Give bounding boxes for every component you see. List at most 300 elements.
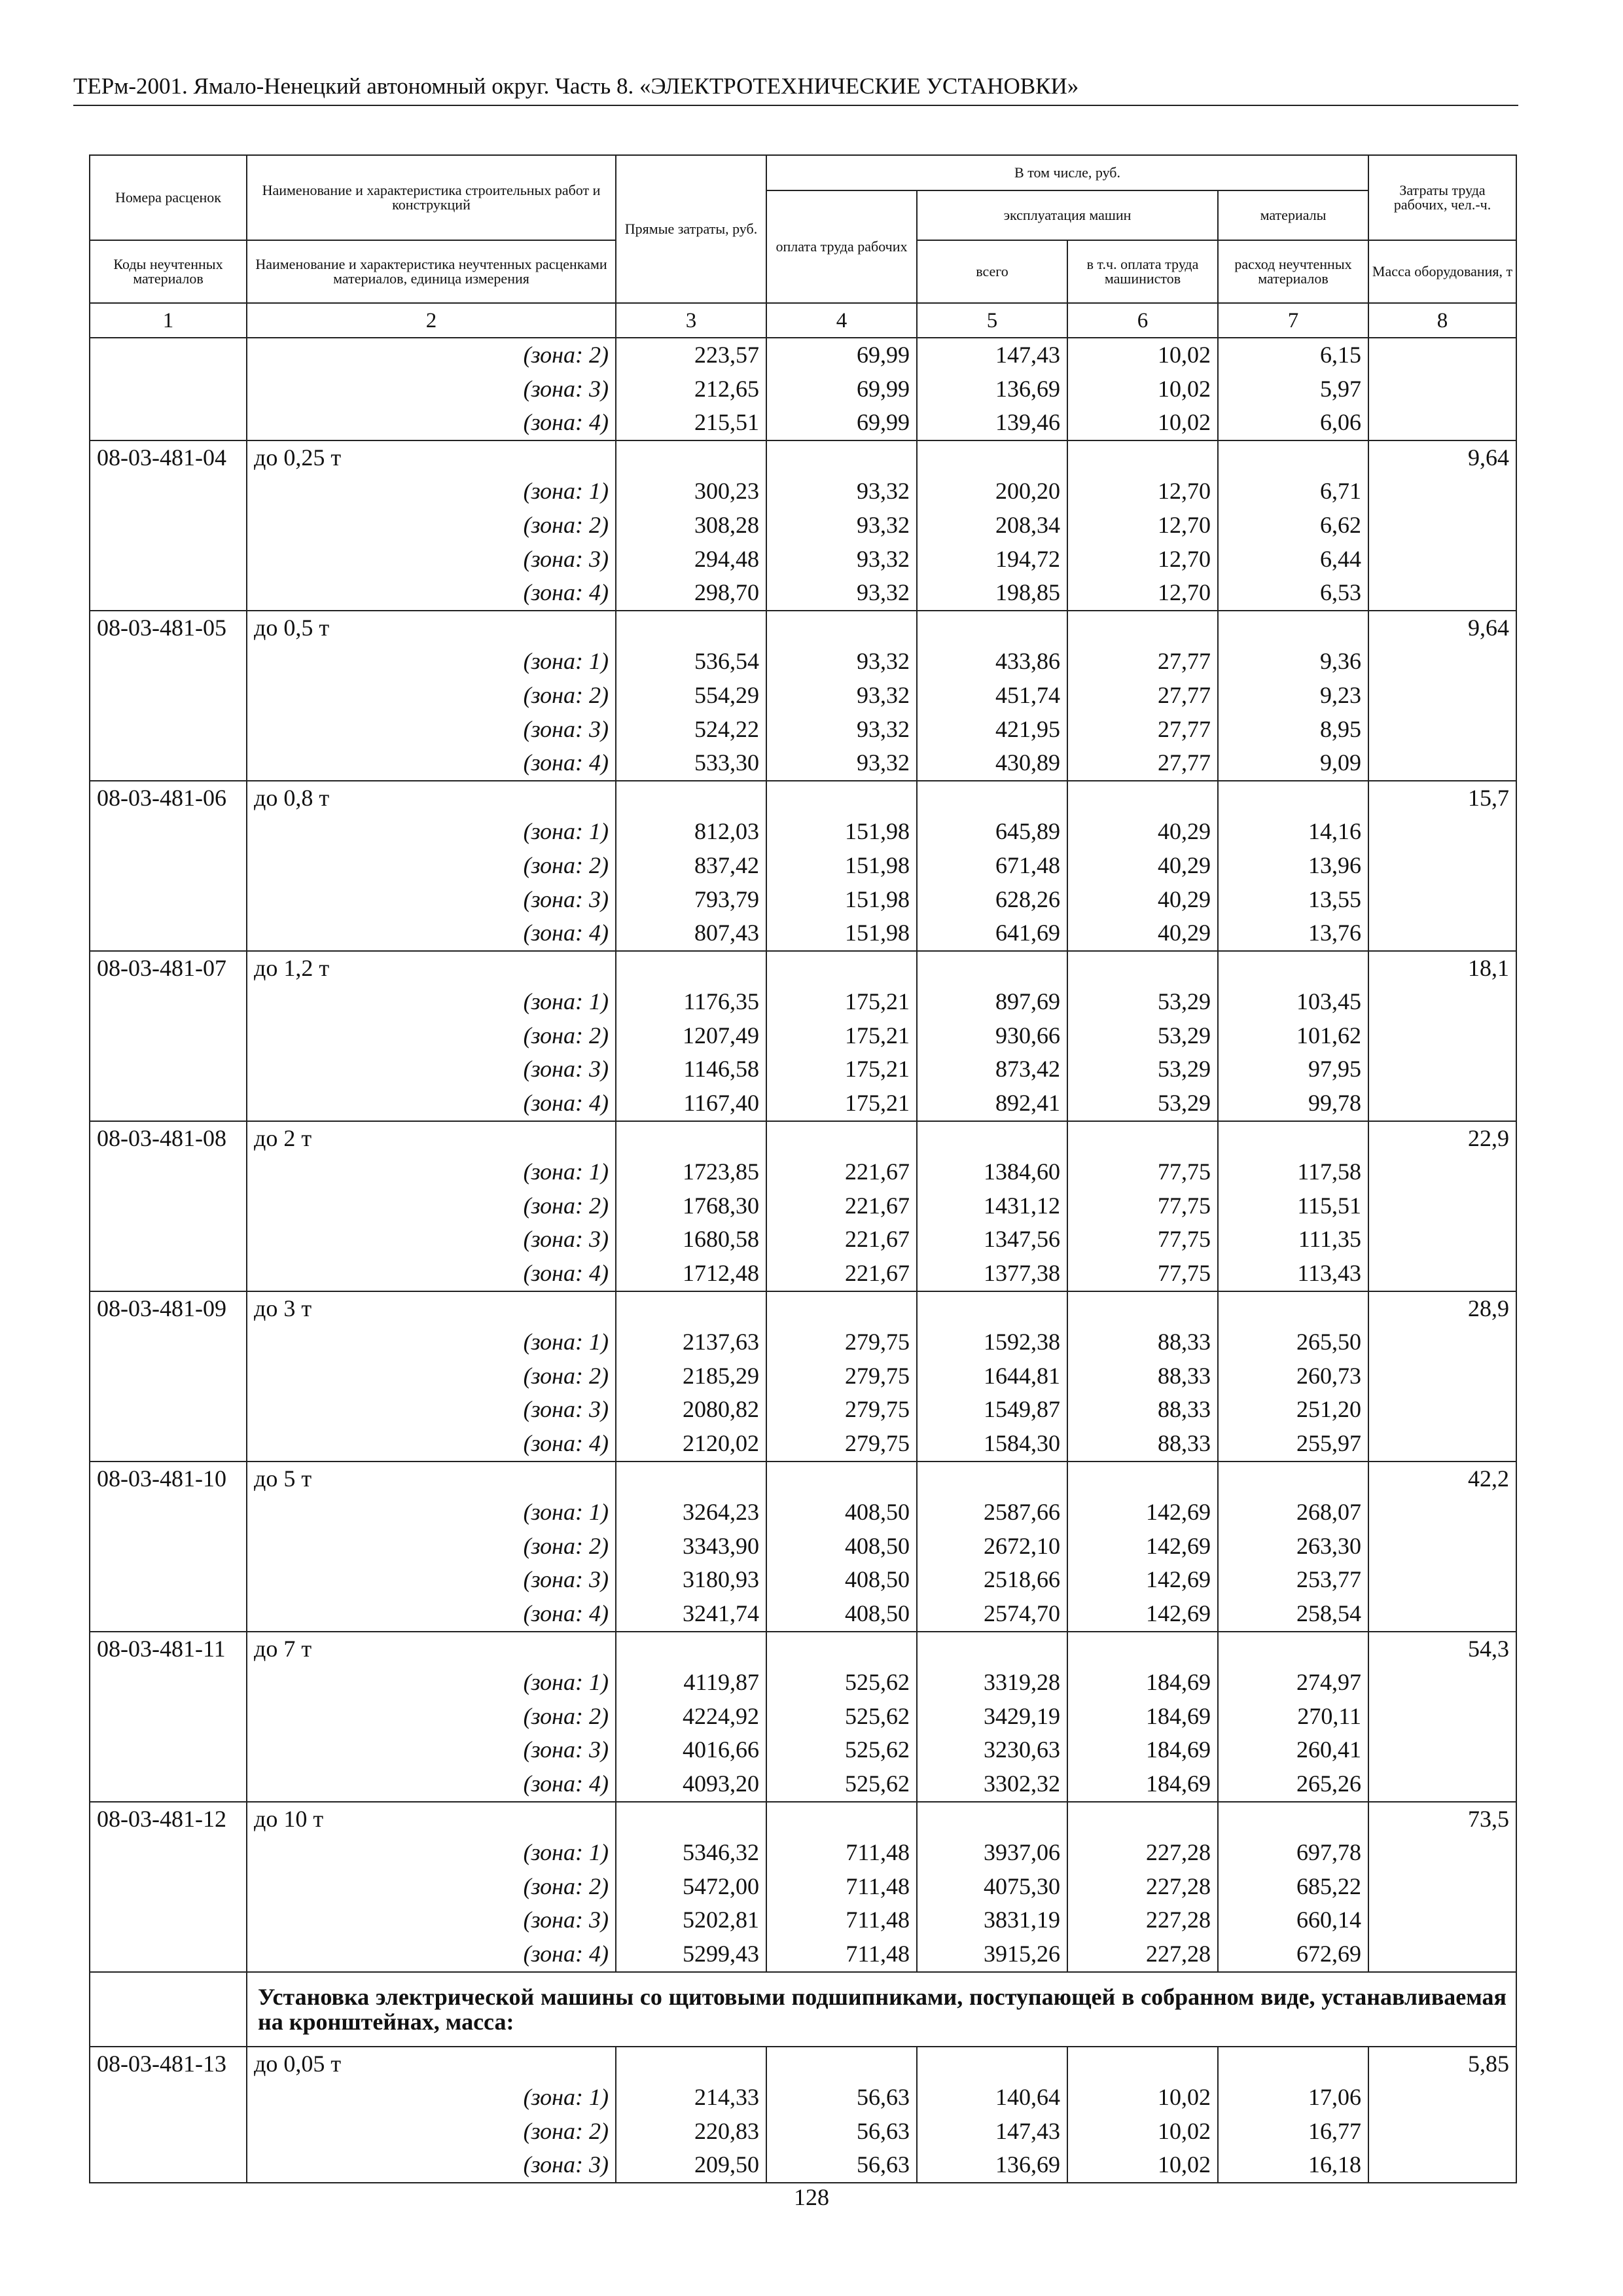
machines-total: 2518,66 <box>917 1563 1067 1597</box>
direct-costs: 1712,48 <box>616 1257 766 1291</box>
materials: 16,77 <box>1218 2115 1368 2149</box>
empty-cell <box>90 372 247 406</box>
empty-cell <box>1218 781 1368 816</box>
empty-cell <box>1368 1359 1516 1393</box>
materials: 6,71 <box>1218 475 1368 509</box>
header-equipment-mass: Масса оборудования, т <box>1368 240 1516 303</box>
zone-label: (зона: 3) <box>247 543 616 577</box>
zone-row <box>90 1903 1516 1937</box>
empty-cell <box>90 1359 247 1393</box>
direct-costs: 209,50 <box>616 2148 766 2183</box>
materials: 14,16 <box>1218 815 1368 849</box>
machinist-wages: 77,75 <box>1067 1257 1218 1291</box>
rate-code: 08-03-481-10 <box>90 1462 247 1496</box>
empty-cell <box>1368 1257 1516 1291</box>
empty-cell <box>1368 1019 1516 1053</box>
machines-total: 147,43 <box>917 2115 1067 2149</box>
machinist-wages: 142,69 <box>1067 1563 1218 1597</box>
empty-cell <box>90 985 247 1019</box>
direct-costs: 3264,23 <box>616 1496 766 1530</box>
empty-cell <box>1368 475 1516 509</box>
zone-row <box>90 1700 1516 1734</box>
zone-row <box>90 1937 1516 1972</box>
worker-wages: 151,98 <box>766 883 917 917</box>
zone-row <box>90 1325 1516 1359</box>
empty-cell <box>90 1903 247 1937</box>
machinist-wages: 40,29 <box>1067 916 1218 951</box>
machinist-wages: 40,29 <box>1067 883 1218 917</box>
zone-label: (зона: 2) <box>247 1700 616 1734</box>
empty-cell <box>90 916 247 951</box>
materials: 9,09 <box>1218 746 1368 781</box>
worker-wages: 56,63 <box>766 2115 917 2149</box>
empty-cell <box>1218 951 1368 986</box>
zone-row <box>90 372 1516 406</box>
worker-wages: 69,99 <box>766 338 917 372</box>
empty-cell <box>616 1462 766 1496</box>
empty-cell <box>1368 1427 1516 1462</box>
empty-cell <box>616 951 766 986</box>
machines-total: 451,74 <box>917 679 1067 713</box>
machinist-wages: 12,70 <box>1067 576 1218 611</box>
empty-cell <box>90 1733 247 1767</box>
empty-cell <box>1368 1496 1516 1530</box>
direct-costs: 214,33 <box>616 2081 766 2115</box>
direct-costs: 300,23 <box>616 475 766 509</box>
empty-cell <box>1368 916 1516 951</box>
direct-costs: 3343,90 <box>616 1530 766 1564</box>
zone-label: (зона: 2) <box>247 1359 616 1393</box>
column-number: 5 <box>917 303 1067 338</box>
machines-total: 3319,28 <box>917 1666 1067 1700</box>
empty-cell <box>766 1462 917 1496</box>
zone-label: (зона: 3) <box>247 1733 616 1767</box>
table-body-after-section <box>90 2047 1516 2183</box>
column-number: 8 <box>1368 303 1516 338</box>
materials: 6,06 <box>1218 406 1368 440</box>
section-row <box>90 1972 1516 2047</box>
empty-cell <box>1368 406 1516 440</box>
direct-costs: 1723,85 <box>616 1155 766 1189</box>
machines-total: 433,86 <box>917 645 1067 679</box>
machinist-wages: 53,29 <box>1067 1086 1218 1121</box>
materials: 685,22 <box>1218 1870 1368 1904</box>
machines-total: 3831,19 <box>917 1903 1067 1937</box>
machines-total: 200,20 <box>917 475 1067 509</box>
empty-cell <box>1218 2047 1368 2081</box>
materials: 8,95 <box>1218 713 1368 747</box>
rate-name: до 7 т <box>247 1632 616 1666</box>
labor-cost: 73,5 <box>1368 1802 1516 1837</box>
zone-row <box>90 985 1516 1019</box>
empty-cell <box>1368 1223 1516 1257</box>
worker-wages: 279,75 <box>766 1359 917 1393</box>
materials: 274,97 <box>1218 1666 1368 1700</box>
machines-total: 3937,06 <box>917 1836 1067 1870</box>
zone-row <box>90 406 1516 440</box>
section-empty-cell <box>90 1972 247 2047</box>
empty-cell <box>1368 1393 1516 1427</box>
worker-wages: 525,62 <box>766 1733 917 1767</box>
machines-total: 641,69 <box>917 916 1067 951</box>
empty-cell <box>1368 1767 1516 1802</box>
empty-cell <box>1368 849 1516 883</box>
direct-costs: 220,83 <box>616 2115 766 2149</box>
machines-total: 1431,12 <box>917 1189 1067 1223</box>
empty-cell <box>766 1632 917 1666</box>
materials: 111,35 <box>1218 1223 1368 1257</box>
machines-total: 2587,66 <box>917 1496 1067 1530</box>
zone-label: (зона: 3) <box>247 1052 616 1086</box>
machines-total: 1347,56 <box>917 1223 1067 1257</box>
empty-cell <box>616 1121 766 1156</box>
zone-row <box>90 645 1516 679</box>
direct-costs: 812,03 <box>616 815 766 849</box>
zone-row <box>90 1086 1516 1121</box>
materials: 97,95 <box>1218 1052 1368 1086</box>
empty-cell <box>90 1325 247 1359</box>
worker-wages: 93,32 <box>766 679 917 713</box>
zone-label: (зона: 3) <box>247 883 616 917</box>
worker-wages: 93,32 <box>766 713 917 747</box>
materials: 258,54 <box>1218 1597 1368 1632</box>
machines-total: 897,69 <box>917 985 1067 1019</box>
empty-cell <box>766 440 917 475</box>
machines-total: 645,89 <box>917 815 1067 849</box>
zone-row <box>90 815 1516 849</box>
zone-row <box>90 1597 1516 1632</box>
worker-wages: 175,21 <box>766 1052 917 1086</box>
worker-wages: 93,32 <box>766 746 917 781</box>
zone-row <box>90 1427 1516 1462</box>
empty-cell <box>1368 543 1516 577</box>
empty-cell <box>90 1530 247 1564</box>
zone-row <box>90 2115 1516 2149</box>
machinist-wages: 227,28 <box>1067 1836 1218 1870</box>
zone-label: (зона: 1) <box>247 1666 616 1700</box>
header-incl-group: В том числе, руб. <box>766 155 1368 190</box>
worker-wages: 711,48 <box>766 1870 917 1904</box>
empty-cell <box>90 1427 247 1462</box>
machines-total: 136,69 <box>917 372 1067 406</box>
worker-wages: 221,67 <box>766 1155 917 1189</box>
materials: 13,55 <box>1218 883 1368 917</box>
empty-cell <box>616 781 766 816</box>
empty-cell <box>1368 1666 1516 1700</box>
empty-cell <box>90 1767 247 1802</box>
direct-costs: 2185,29 <box>616 1359 766 1393</box>
header-code-bottom: Коды неучтенных материалов <box>90 240 247 303</box>
direct-costs: 536,54 <box>616 645 766 679</box>
machines-total: 3230,63 <box>917 1733 1067 1767</box>
zone-label: (зона: 4) <box>247 746 616 781</box>
rate-name: до 0,8 т <box>247 781 616 816</box>
empty-cell <box>1067 2047 1218 2081</box>
zone-label: (зона: 1) <box>247 815 616 849</box>
empty-cell <box>1368 1563 1516 1597</box>
section-title: Установка электрической машины со щитовыми подшипниками, поступающей в собранном виде, устанавливаемая на кронштейнах, масса: <box>247 1972 1516 2047</box>
direct-costs: 2120,02 <box>616 1427 766 1462</box>
zone-row <box>90 1563 1516 1597</box>
empty-cell <box>1368 883 1516 917</box>
zone-label: (зона: 3) <box>247 1563 616 1597</box>
materials: 13,76 <box>1218 916 1368 951</box>
empty-cell <box>1218 1802 1368 1837</box>
empty-cell <box>1368 1597 1516 1632</box>
materials: 253,77 <box>1218 1563 1368 1597</box>
empty-cell <box>1368 2148 1516 2183</box>
zone-row <box>90 883 1516 917</box>
column-number: 3 <box>616 303 766 338</box>
rate-code: 08-03-481-13 <box>90 2047 247 2081</box>
machines-total: 194,72 <box>917 543 1067 577</box>
zone-row <box>90 1019 1516 1053</box>
worker-wages: 279,75 <box>766 1325 917 1359</box>
machines-total: 3915,26 <box>917 1937 1067 1972</box>
empty-cell <box>90 746 247 781</box>
labor-cost: 15,7 <box>1368 781 1516 816</box>
empty-cell <box>90 2081 247 2115</box>
zone-label: (зона: 2) <box>247 1530 616 1564</box>
empty-cell <box>90 1019 247 1053</box>
zone-row <box>90 1223 1516 1257</box>
empty-cell <box>766 1802 917 1837</box>
worker-wages: 711,48 <box>766 1937 917 1972</box>
zone-label: (зона: 1) <box>247 475 616 509</box>
materials: 13,96 <box>1218 849 1368 883</box>
rate-header-row <box>90 1121 1516 1156</box>
header-materials-consumption: расход неучтенных материалов <box>1218 240 1368 303</box>
empty-cell <box>1067 1462 1218 1496</box>
materials: 697,78 <box>1218 1836 1368 1870</box>
empty-cell <box>90 1393 247 1427</box>
worker-wages: 525,62 <box>766 1666 917 1700</box>
empty-cell <box>90 1563 247 1597</box>
zone-row <box>90 713 1516 747</box>
empty-cell <box>90 1666 247 1700</box>
worker-wages: 69,99 <box>766 406 917 440</box>
labor-cost: 54,3 <box>1368 1632 1516 1666</box>
empty-cell <box>917 1462 1067 1496</box>
zone-label: (зона: 2) <box>247 509 616 543</box>
rate-header-row <box>90 781 1516 816</box>
empty-cell <box>90 1597 247 1632</box>
empty-cell <box>90 1189 247 1223</box>
header-machinist-wages: в т.ч. оплата труда машинистов <box>1067 240 1218 303</box>
rate-name: до 0,25 т <box>247 440 616 475</box>
empty-cell <box>766 611 917 645</box>
worker-wages: 408,50 <box>766 1597 917 1632</box>
rate-header-row <box>90 1632 1516 1666</box>
empty-cell <box>1368 2115 1516 2149</box>
direct-costs: 4093,20 <box>616 1767 766 1802</box>
empty-cell <box>1368 1086 1516 1121</box>
materials: 117,58 <box>1218 1155 1368 1189</box>
rate-header-row <box>90 1802 1516 1837</box>
empty-cell <box>90 1496 247 1530</box>
zone-row <box>90 509 1516 543</box>
labor-cost: 9,64 <box>1368 440 1516 475</box>
worker-wages: 525,62 <box>766 1767 917 1802</box>
direct-costs: 298,70 <box>616 576 766 611</box>
zone-row <box>90 1767 1516 1802</box>
zone-label: (зона: 4) <box>247 406 616 440</box>
empty-cell <box>1368 1189 1516 1223</box>
worker-wages: 93,32 <box>766 475 917 509</box>
direct-costs: 533,30 <box>616 746 766 781</box>
worker-wages: 175,21 <box>766 985 917 1019</box>
materials: 101,62 <box>1218 1019 1368 1053</box>
empty-cell <box>766 1291 917 1326</box>
empty-cell <box>917 781 1067 816</box>
page-number: 128 <box>794 2184 829 2210</box>
machinist-wages: 184,69 <box>1067 1733 1218 1767</box>
machinist-wages: 10,02 <box>1067 2081 1218 2115</box>
header-direct-costs: Прямые затраты, руб. <box>616 155 766 303</box>
direct-costs: 294,48 <box>616 543 766 577</box>
rate-code: 08-03-481-05 <box>90 611 247 645</box>
direct-costs: 212,65 <box>616 372 766 406</box>
price-table <box>89 154 1517 2183</box>
zone-row <box>90 1257 1516 1291</box>
zone-row <box>90 679 1516 713</box>
zone-label: (зона: 4) <box>247 916 616 951</box>
empty-cell <box>90 1257 247 1291</box>
machinist-wages: 227,28 <box>1067 1870 1218 1904</box>
worker-wages: 151,98 <box>766 815 917 849</box>
worker-wages: 408,50 <box>766 1563 917 1597</box>
empty-cell <box>917 1291 1067 1326</box>
materials: 263,30 <box>1218 1530 1368 1564</box>
materials: 16,18 <box>1218 2148 1368 2183</box>
direct-costs: 1207,49 <box>616 1019 766 1053</box>
zone-row <box>90 1189 1516 1223</box>
machinist-wages: 27,77 <box>1067 713 1218 747</box>
zone-label: (зона: 1) <box>247 1496 616 1530</box>
direct-costs: 5299,43 <box>616 1937 766 1972</box>
materials: 9,23 <box>1218 679 1368 713</box>
materials: 660,14 <box>1218 1903 1368 1937</box>
zone-label: (зона: 4) <box>247 1427 616 1462</box>
header-materials-group: материалы <box>1218 190 1368 240</box>
machines-total: 4075,30 <box>917 1870 1067 1904</box>
empty-cell <box>1368 985 1516 1019</box>
worker-wages: 711,48 <box>766 1903 917 1937</box>
machines-total: 136,69 <box>917 2148 1067 2183</box>
machines-total: 147,43 <box>917 338 1067 372</box>
empty-cell <box>90 645 247 679</box>
rate-name: до 0,05 т <box>247 2047 616 2081</box>
zone-label: (зона: 1) <box>247 985 616 1019</box>
empty-cell <box>90 849 247 883</box>
machines-total: 873,42 <box>917 1052 1067 1086</box>
empty-cell <box>1368 1937 1516 1972</box>
machinist-wages: 27,77 <box>1067 746 1218 781</box>
header-machines-total: всего <box>917 240 1067 303</box>
zone-row <box>90 576 1516 611</box>
machinist-wages: 40,29 <box>1067 849 1218 883</box>
zone-label: (зона: 4) <box>247 1937 616 1972</box>
empty-cell <box>90 543 247 577</box>
empty-cell <box>90 475 247 509</box>
worker-wages: 93,32 <box>766 576 917 611</box>
materials: 255,97 <box>1218 1427 1368 1462</box>
worker-wages: 93,32 <box>766 543 917 577</box>
labor-cost: 18,1 <box>1368 951 1516 986</box>
worker-wages: 93,32 <box>766 509 917 543</box>
machinist-wages: 227,28 <box>1067 1903 1218 1937</box>
zone-label: (зона: 1) <box>247 1836 616 1870</box>
rate-name: до 1,2 т <box>247 951 616 986</box>
empty-cell <box>766 2047 917 2081</box>
zone-label: (зона: 4) <box>247 576 616 611</box>
direct-costs: 1680,58 <box>616 1223 766 1257</box>
direct-costs: 5202,81 <box>616 1903 766 1937</box>
machines-total: 421,95 <box>917 713 1067 747</box>
empty-cell <box>1368 1530 1516 1564</box>
rate-header-row <box>90 951 1516 986</box>
direct-costs: 1146,58 <box>616 1052 766 1086</box>
empty-cell <box>90 2148 247 2183</box>
machines-total: 139,46 <box>917 406 1067 440</box>
column-number: 4 <box>766 303 917 338</box>
worker-wages: 93,32 <box>766 645 917 679</box>
zone-label: (зона: 4) <box>247 1767 616 1802</box>
empty-cell <box>917 2047 1067 2081</box>
empty-cell <box>1067 440 1218 475</box>
materials: 103,45 <box>1218 985 1368 1019</box>
table-head <box>90 155 1516 338</box>
empty-cell <box>90 338 247 372</box>
empty-cell <box>1067 1632 1218 1666</box>
empty-cell <box>1368 372 1516 406</box>
zone-label: (зона: 2) <box>247 1870 616 1904</box>
header-labor-top: Затраты труда рабочих, чел.-ч. <box>1368 155 1516 240</box>
worker-wages: 56,63 <box>766 2081 917 2115</box>
empty-cell <box>1218 1462 1368 1496</box>
machinist-wages: 12,70 <box>1067 509 1218 543</box>
zone-row <box>90 1359 1516 1393</box>
materials: 260,41 <box>1218 1733 1368 1767</box>
zone-label: (зона: 4) <box>247 1257 616 1291</box>
machinist-wages: 142,69 <box>1067 1597 1218 1632</box>
machines-total: 628,26 <box>917 883 1067 917</box>
column-number: 7 <box>1218 303 1368 338</box>
labor-cost: 22,9 <box>1368 1121 1516 1156</box>
empty-cell <box>616 440 766 475</box>
direct-costs: 4224,92 <box>616 1700 766 1734</box>
labor-cost: 5,85 <box>1368 2047 1516 2081</box>
materials: 17,06 <box>1218 2081 1368 2115</box>
empty-cell <box>766 781 917 816</box>
empty-cell <box>1368 1155 1516 1189</box>
machinist-wages: 40,29 <box>1067 815 1218 849</box>
machinist-wages: 12,70 <box>1067 543 1218 577</box>
machinist-wages: 88,33 <box>1067 1393 1218 1427</box>
materials: 6,44 <box>1218 543 1368 577</box>
zone-label: (зона: 2) <box>247 1019 616 1053</box>
worker-wages: 175,21 <box>766 1086 917 1121</box>
zone-row <box>90 1666 1516 1700</box>
empty-cell <box>1218 1121 1368 1156</box>
labor-cost: 28,9 <box>1368 1291 1516 1326</box>
empty-cell <box>90 713 247 747</box>
empty-cell <box>1368 679 1516 713</box>
rate-name: до 0,5 т <box>247 611 616 645</box>
rate-header-row <box>90 1291 1516 1326</box>
machines-total: 140,64 <box>917 2081 1067 2115</box>
materials: 115,51 <box>1218 1189 1368 1223</box>
